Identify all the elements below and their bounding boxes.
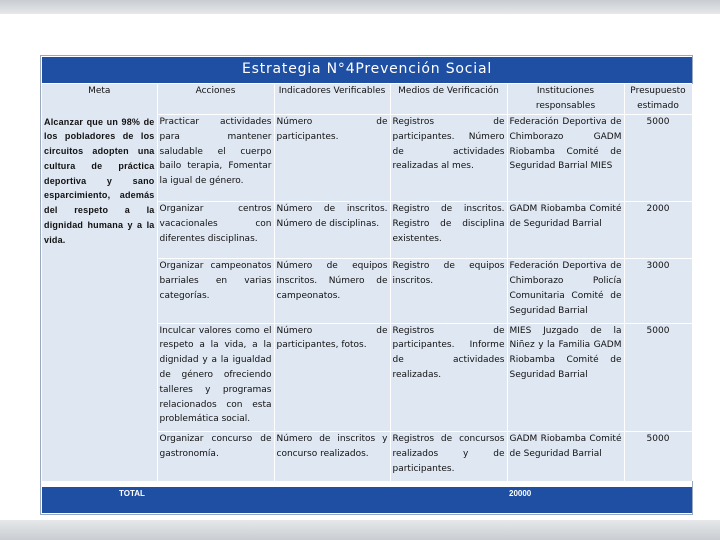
indicadores-cell: Número de inscritos y concurso realizados. [274,432,390,481]
medios-cell: Registros de concursos realizados y de participantes. [390,432,507,481]
title-bar [42,57,692,84]
acciones-cell: Inculcar valores como el respeto a la vida, a la dignidad y a la igualdad de género ofreciendo talleres y programas relacionados con esta problemática social. [157,323,274,432]
page-title: Estrategia N°4Prevención Social [241,61,493,77]
header-meta: Meta [42,84,157,115]
acciones-cell: Organizar centros vacacionales con diferentes disciplinas. [157,201,274,258]
medios-cell: Registro de inscritos. Registro de disciplina existentes. [390,201,507,258]
instituciones-cell: GADM Riobamba Comité de Seguridad Barrial [507,432,624,481]
indicadores-cell: Número de participantes. [274,115,390,202]
table-row [42,115,692,202]
header-row [42,84,692,115]
header-medios: Medios de Verificación [390,84,507,115]
header-presupuesto: Presupuesto estimado [624,84,692,115]
instituciones-cell: Federación Deportiva de Chimborazo Policía Comunitaria Comité de Seguridad Barrial [507,259,624,323]
top-decorative-stripe [0,0,720,14]
medios-cell: Registros de participantes. Número de actividades realizadas al mes. [390,115,507,202]
indicadores-cell: Número de equipos inscritos. Número de campeonatos. [274,259,390,323]
indicadores-cell: Número de inscritos. Número de disciplinas. [274,201,390,258]
meta-cell: Alcanzar que un 98% de los pobladores de los circuitos adopten una cultura de práctica deportiva y sano esparcimiento, además del respeto a la dignidad humana y a la vida. [42,115,157,481]
strategy-table [42,84,693,481]
medios-cell: Registros de participantes. Informe de actividades realizadas. [390,323,507,432]
acciones-cell: Organizar concurso de gastronomía. [157,432,274,481]
header-indicadores: Indicadores Verificables [274,84,390,115]
presupuesto-cell: 2000 [624,201,692,258]
presupuesto-cell: 5000 [624,432,692,481]
bottom-decorative-stripe [0,520,720,540]
acciones-cell: Practicar actividades para mantener saludable el cuerpo bailo terapia, Fomentar la igual de género. [157,115,274,202]
acciones-cell: Organizar campeonatos barriales en varias categorías. [157,259,274,323]
presupuesto-cell: 5000 [624,323,692,432]
total-label: TOTAL [119,489,145,498]
header-instituciones: Instituciones responsables [507,84,624,115]
presupuesto-cell: 3000 [624,259,692,323]
total-bar [42,487,692,513]
indicadores-cell: Número de participantes, fotos. [274,323,390,432]
presupuesto-cell: 5000 [624,115,692,202]
instituciones-cell: Federación Deportiva de Chimborazo GADM Riobamba Comité de Seguridad Barrial MIES [507,115,624,202]
instituciones-cell: MIES Juzgado de la Niñez y la Familia GADM Riobamba Comité de Seguridad Barrial [507,323,624,432]
instituciones-cell: GADM Riobamba Comité de Seguridad Barrial [507,201,624,258]
header-acciones: Acciones [157,84,274,115]
total-amount: 20000 [509,489,532,498]
medios-cell: Registro de equipos inscritos. [390,259,507,323]
